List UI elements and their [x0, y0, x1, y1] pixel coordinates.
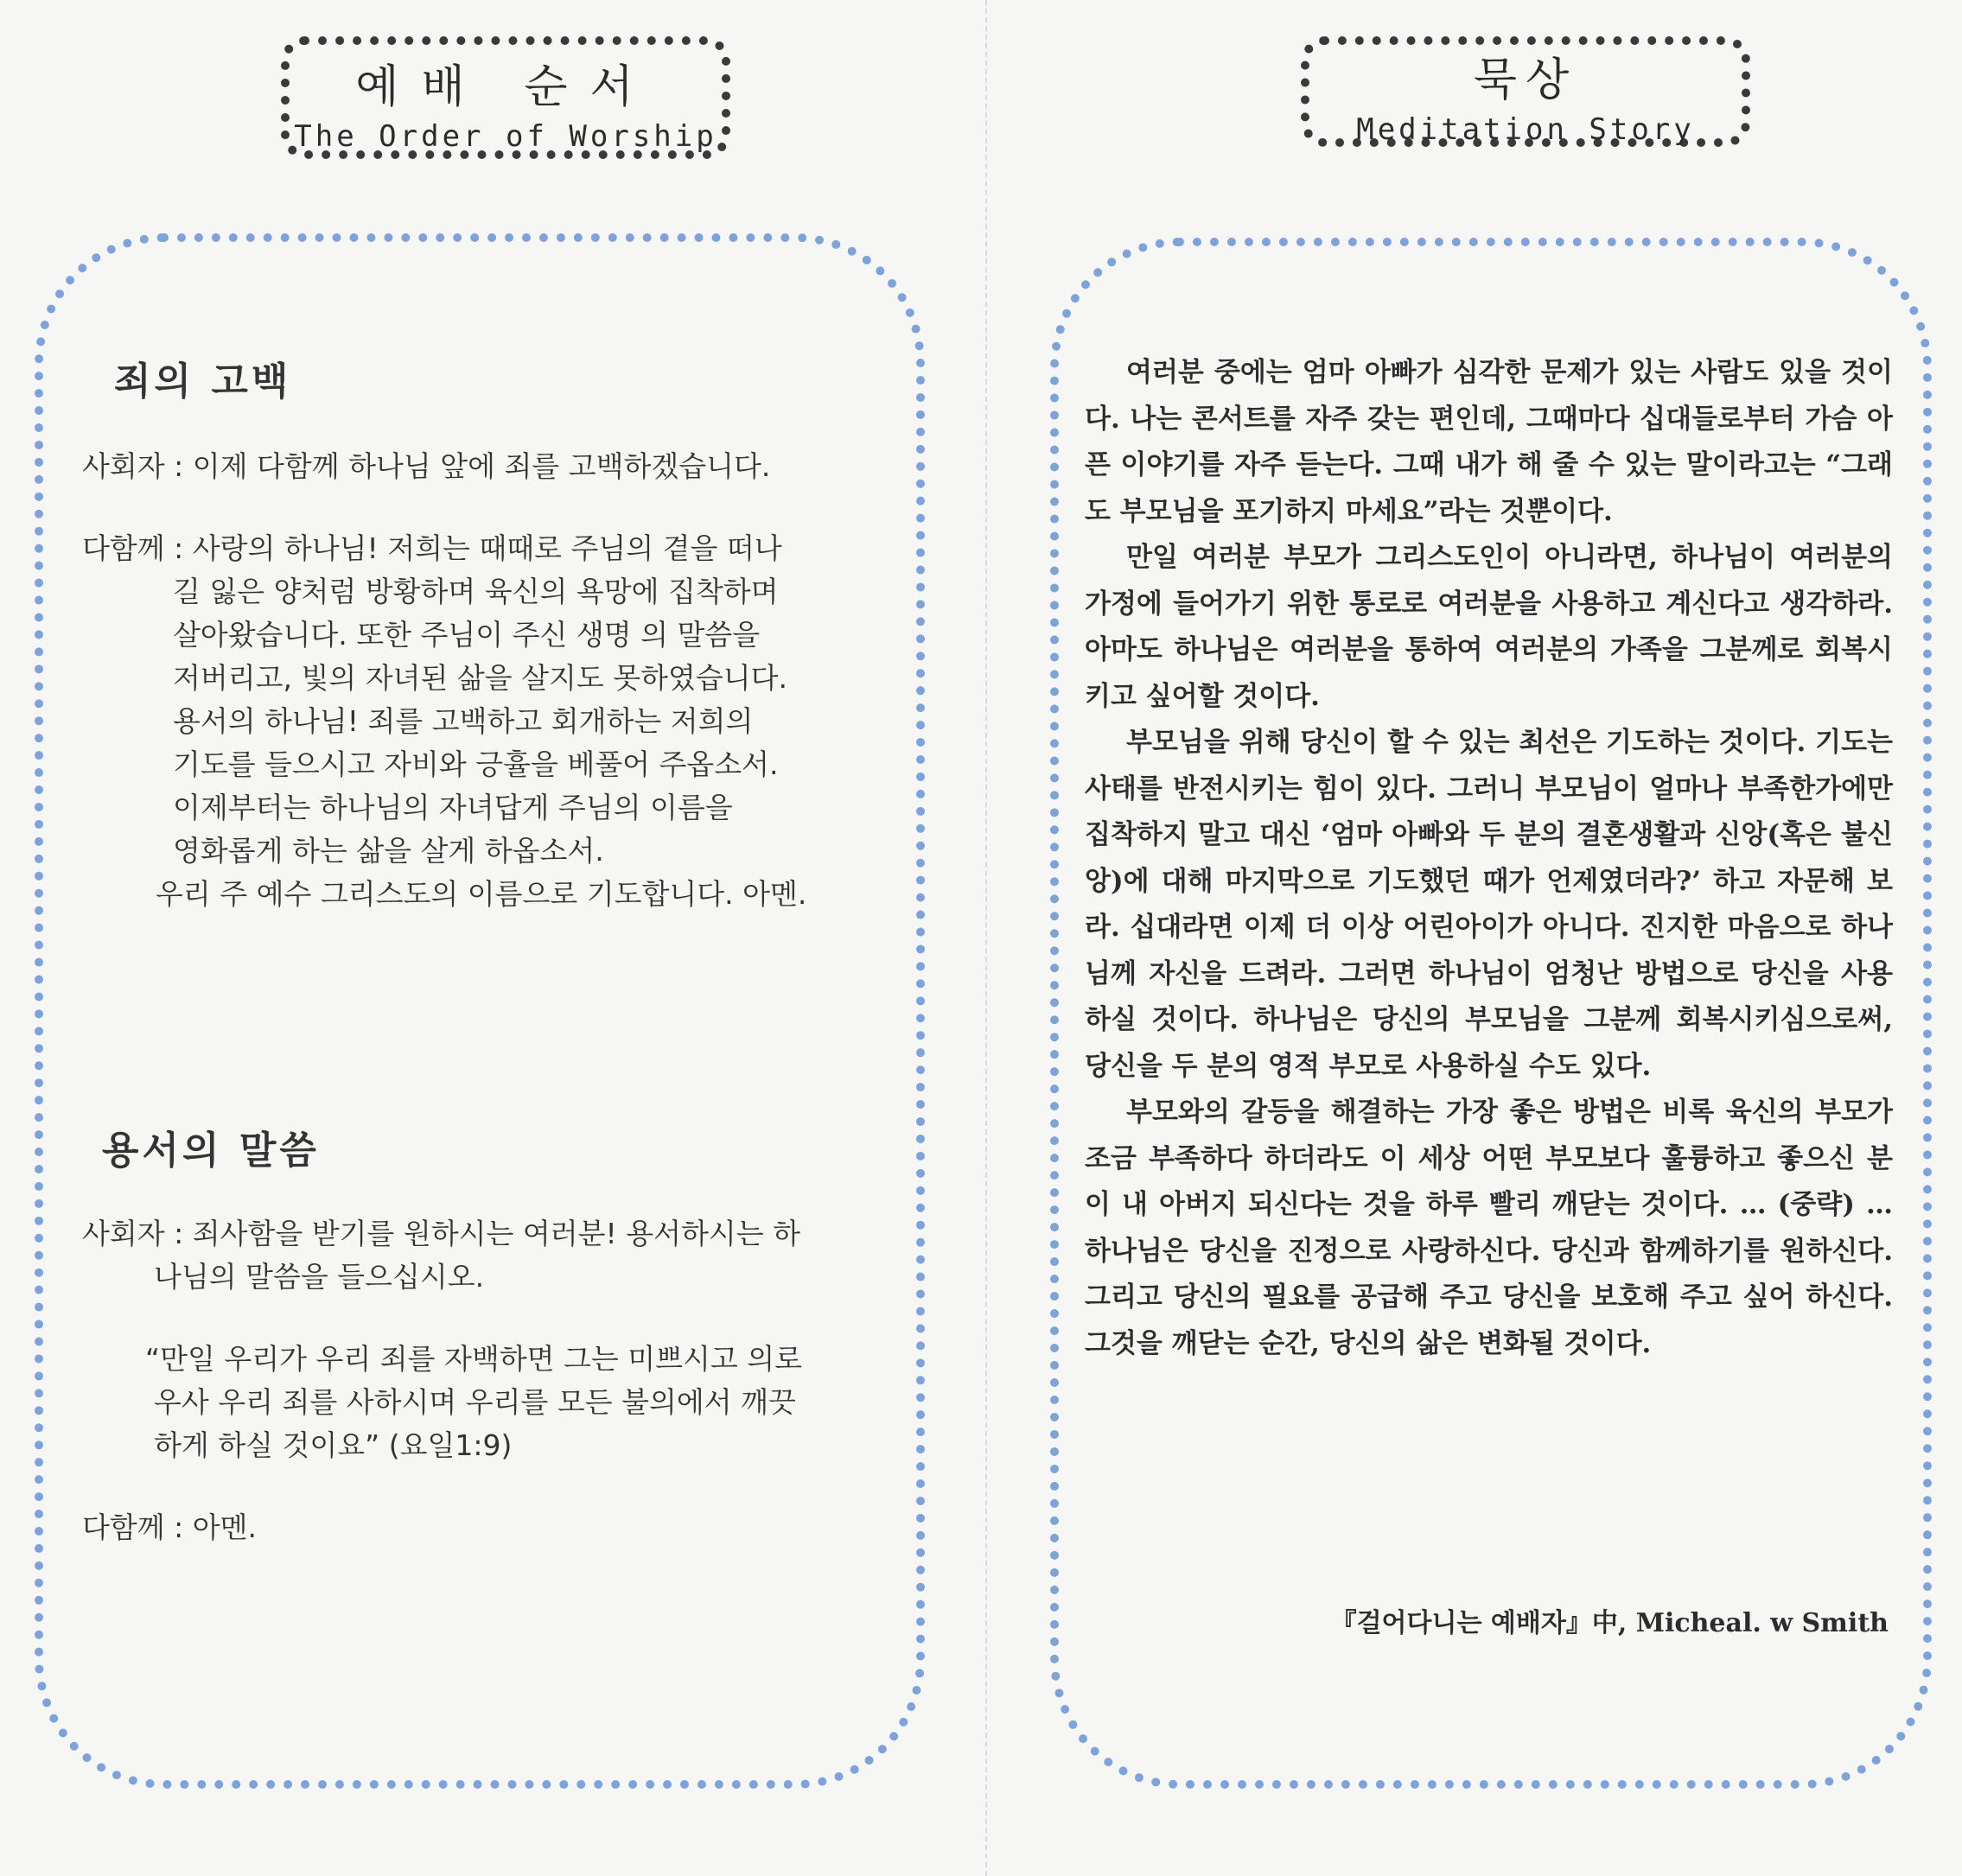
meditation-paragraph-1: 여러분 중에는 엄마 아빠가 심각한 문제가 있는 사람도 있을 것이다. 나는 콘서트를 자주 갖는 편인데, 그때마다 십대들로부터 가슴 아픈 이야기를 자주 듣는다. 그때 내가 해 줄 수 있는 말이라고는 “그래도 부모님을 포기하지 마세요”라는 것뿐이다. [1085, 357, 1893, 527]
forgiveness-heading: 용서의 말씀 [102, 1129, 320, 1173]
meditation-story-header [1301, 36, 1750, 147]
forgiveness-verse-line-1: “만일 우리가 우리 죄를 자백하면 그는 미쁘시고 의로 [145, 1342, 802, 1376]
forgiveness-leader-line-2: 나님의 말씀을 들으십시오. [154, 1260, 485, 1294]
forgiveness-all-line: 다함께 : 아멘. [82, 1510, 257, 1544]
confession-leader-line: 사회자 : 이제 다함께 하나님 앞에 죄를 고백하겠습니다. [82, 449, 771, 483]
order-of-worship-title-en: The Order of Worship [294, 119, 717, 154]
confession-all-line-8: 영화롭게 하는 삶을 살게 하옵소서. [173, 834, 604, 868]
meditation-paragraph-2: 만일 여러분 부모가 그리스도인이 아니라면, 하나님이 여러분의 가정에 들어가기 위한 통로로 여러분을 사용하고 계신다고 생각하라. 아마도 하나님은 여러분을 통하여 여러분의 가족을 그분께로 회복시키고 싶어할 것이다. [1085, 542, 1893, 712]
meditation-title-en: Meditation Story [1356, 112, 1695, 147]
confession-all-line-2: 길 잃은 양처럼 방황하며 육신의 욕망에 집착하며 [173, 575, 779, 608]
confession-all-line-9: 우리 주 예수 그리스도의 이름으로 기도합니다. 아멘. [156, 877, 807, 911]
meditation-paragraph-3: 부모님을 위해 당신이 할 수 있는 최선은 기도하는 것이다. 기도는 사태를 반전시키는 힘이 있다. 그러니 부모님이 얼마나 부족한가에만 집착하지 말고 대신 ‘엄마 아빠와 두 분의 결혼생활과 신앙(혹은 불신앙)에 대해 마지막으로 기도했던 때가 언제였더라?’ 하고 자문해 보라. 십대라면 이제 더 이상 어린아이가 아니다. 진지한 마음으로 하나님께 자신을 드려라. 그러면 하나님이 엄청난 방법으로 당신을 사용하실 것이다. 하나님은 당신의 부모님을 그분께 회복시키심으로써, 당신을 두 분의 영적 부모로 사용하실 수도 있다. [1085, 727, 1893, 1082]
forgiveness-leader-line-1: 사회자 : 죄사함을 받기를 원하시는 여러분! 용서하시는 하 [82, 1217, 800, 1250]
fold-line [985, 0, 987, 1876]
meditation-body [1085, 350, 1893, 1367]
order-of-worship-header [281, 36, 730, 159]
meditation-title-ko: 묵상 [1473, 54, 1578, 106]
confession-all-line-3: 살아왔습니다. 또한 주님이 주신 생명 의 말씀을 [173, 618, 761, 652]
confession-all-line-1: 다함께 : 사랑의 하나님! 저희는 때때로 주님의 곁을 떠나 [82, 531, 782, 565]
confession-all-line-4: 저버리고, 빛의 자녀된 삶을 살지도 못하였습니다. [173, 661, 787, 695]
meditation-paragraph-4: 부모와의 갈등을 해결하는 가장 좋은 방법은 비록 육신의 부모가 조금 부족하다 하더라도 이 세상 어떤 부모보다 훌륭하고 좋으신 분이 내 아버지 되신다는 것을 하루 빨리 깨닫는 것이다. … (중략) … 하나님은 당신을 진정으로 사랑하신다. 당신과 함께하기를 원하신다. 그리고 당신의 필요를 공급해 주고 당신을 보호해 주고 싶어 하신다. 그것을 깨닫는 순간, 당신의 삶은 변화될 것이다. [1085, 1097, 1893, 1359]
confession-all-line-5: 용서의 하나님! 죄를 고백하고 회개하는 저희의 [173, 704, 754, 738]
order-of-worship-title-ko: 예배 순서 [355, 61, 656, 113]
confession-all-line-6: 기도를 들으시고 자비와 긍휼을 베풀어 주옵소서. [173, 747, 779, 781]
meditation-citation: 『걸어다니는 예배자』中, Micheal. w Smith [1330, 1608, 1889, 1638]
confession-all-line-7: 이제부터는 하나님의 자녀답게 주님의 이름을 [173, 791, 733, 824]
forgiveness-verse-line-3: 하게 하실 것이요” (요일1:9) [154, 1428, 513, 1462]
confession-heading: 죄의 고백 [114, 359, 292, 404]
forgiveness-verse-line-2: 우사 우리 죄를 사하시며 우리를 모든 불의에서 깨끗 [154, 1385, 796, 1419]
